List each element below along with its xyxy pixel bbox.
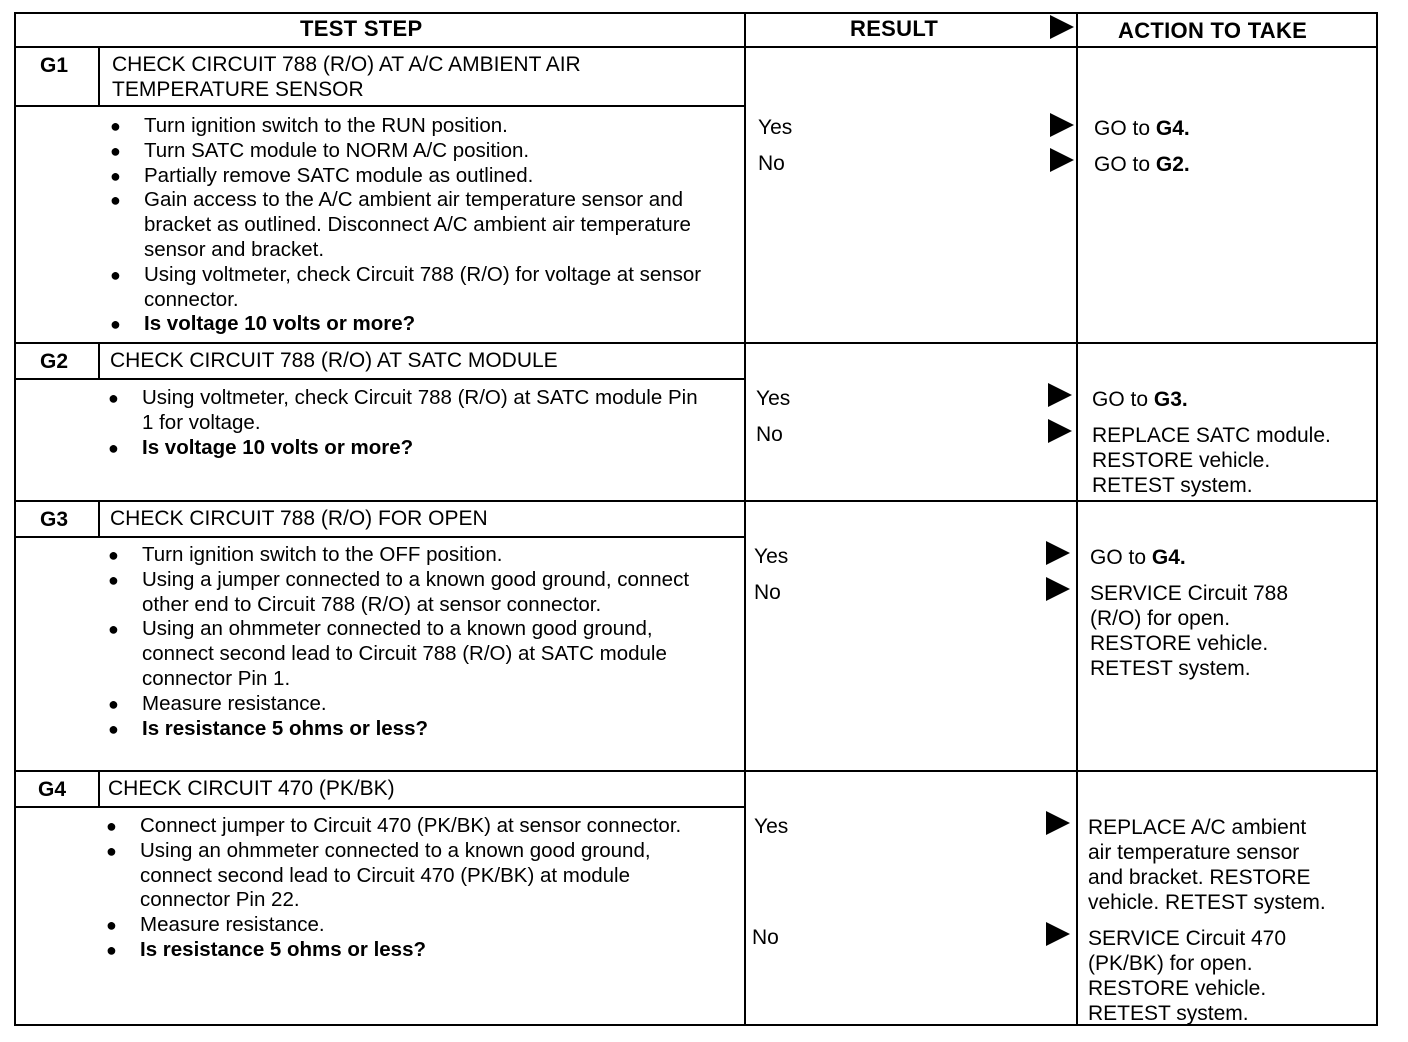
step-title: CHECK CIRCUIT 470 (PK/BK) [108, 777, 395, 800]
g1-code-divider [98, 46, 100, 106]
result-no: No [758, 152, 785, 175]
instruction-item: ● Using a jumper connected to a known good ground, connect other end to Circuit 788 (R/O) at sensor connector. [108, 568, 708, 618]
step-instructions [108, 386, 708, 460]
step-code: G1 [40, 54, 69, 77]
result-arrow-icon [1048, 419, 1072, 443]
header-test-step: TEST STEP [300, 16, 423, 41]
result-no: No [754, 581, 781, 604]
instruction-item: ● Using voltmeter, check Circuit 788 (R/O) at SATC module Pin 1 for voltage. [108, 386, 708, 436]
g3-title-divider [14, 536, 746, 538]
header-divider [14, 46, 1378, 48]
step-title: CHECK CIRCUIT 788 (R/O) FOR OPEN [110, 507, 488, 530]
row-divider-g1-g2 [14, 342, 1378, 344]
instruction-item: ● Measure resistance. [108, 692, 708, 717]
result-arrow-icon [1048, 383, 1072, 407]
step-instructions [110, 114, 710, 337]
instruction-item: ● Turn ignition switch to the RUN position. [110, 114, 710, 139]
step-title: CHECK CIRCUIT 788 (R/O) AT A/C AMBIENT AIR TEMPERATURE SENSOR [112, 53, 581, 101]
action-text: SERVICE Circuit 788 (R/O) for open. RESTORE vehicle. RETEST system. [1090, 582, 1289, 680]
action-text: REPLACE A/C ambient air temperature sensor and bracket. RESTORE vehicle. RETEST system. [1088, 816, 1326, 914]
action-text: SERVICE Circuit 470 (PK/BK) for open. RESTORE vehicle. RETEST system. [1088, 927, 1287, 1025]
step-code: G3 [40, 508, 69, 531]
step-code: G4 [38, 778, 67, 801]
result-no: No [752, 926, 779, 949]
result-arrow-icon [1046, 811, 1070, 835]
result-yes: Yes [754, 545, 789, 568]
action-text: GO to G4. [1090, 546, 1186, 569]
result-column-divider [744, 12, 746, 1026]
step-instructions [106, 814, 706, 963]
step-instructions [108, 543, 708, 741]
instruction-item: ● Partially remove SATC module as outlined. [110, 164, 710, 189]
g4-title-divider [14, 806, 746, 808]
g3-code-divider [98, 500, 100, 537]
result-arrow-icon [1046, 577, 1070, 601]
result-arrow-icon [1050, 113, 1074, 137]
instruction-item: ● Gain access to the A/C ambient air temperature sensor and bracket as outlined. Disconnect A/C ambient air temperature sensor and bracket. [110, 188, 710, 262]
g1-title-divider [14, 105, 746, 107]
step-code: G2 [40, 350, 69, 373]
row-divider-g2-g3 [14, 500, 1378, 502]
action-text: REPLACE SATC module. RESTORE vehicle. RETEST system. [1092, 424, 1331, 497]
instruction-item: ● Turn ignition switch to the OFF position. [108, 543, 708, 568]
result-arrow-icon [1050, 148, 1074, 172]
instruction-item: ● Using voltmeter, check Circuit 788 (R/O) for voltage at sensor connector. [110, 263, 710, 313]
g2-code-divider [98, 342, 100, 379]
result-no: No [756, 423, 783, 446]
instruction-item: ● Turn SATC module to NORM A/C position. [110, 139, 710, 164]
result-yes: Yes [758, 116, 793, 139]
step-title: CHECK CIRCUIT 788 (R/O) AT SATC MODULE [110, 349, 558, 372]
instruction-question: ● Is resistance 5 ohms or less? [106, 938, 706, 963]
result-arrow-icon [1046, 541, 1070, 565]
action-text: GO to G2. [1094, 153, 1190, 176]
instruction-item: ● Using an ohmmeter connected to a known good ground, connect second lead to Circuit 470 (PK/BK) at module connector Pin 22. [106, 839, 706, 913]
result-yes: Yes [754, 815, 789, 838]
action-text: GO to G3. [1092, 388, 1188, 411]
action-column-divider [1076, 12, 1078, 1026]
g2-title-divider [14, 378, 746, 380]
g4-code-divider [98, 770, 100, 807]
instruction-item: ● Measure resistance. [106, 913, 706, 938]
header-result: RESULT [850, 16, 939, 41]
header-arrow-icon [1050, 15, 1074, 39]
instruction-question: ● Is voltage 10 volts or more? [110, 312, 710, 337]
instruction-question: ● Is voltage 10 volts or more? [108, 436, 708, 461]
result-yes: Yes [756, 387, 791, 410]
action-text: GO to G4. [1094, 117, 1190, 140]
header-action: ACTION TO TAKE [1118, 18, 1308, 43]
result-arrow-icon [1046, 922, 1070, 946]
instruction-item: ● Connect jumper to Circuit 470 (PK/BK) at sensor connector. [106, 814, 706, 839]
instruction-item: ● Using an ohmmeter connected to a known good ground, connect second lead to Circuit 788 (R/O) at SATC module connector Pin 1. [108, 617, 708, 691]
row-divider-g3-g4 [14, 770, 1378, 772]
instruction-question: ● Is resistance 5 ohms or less? [108, 717, 708, 742]
